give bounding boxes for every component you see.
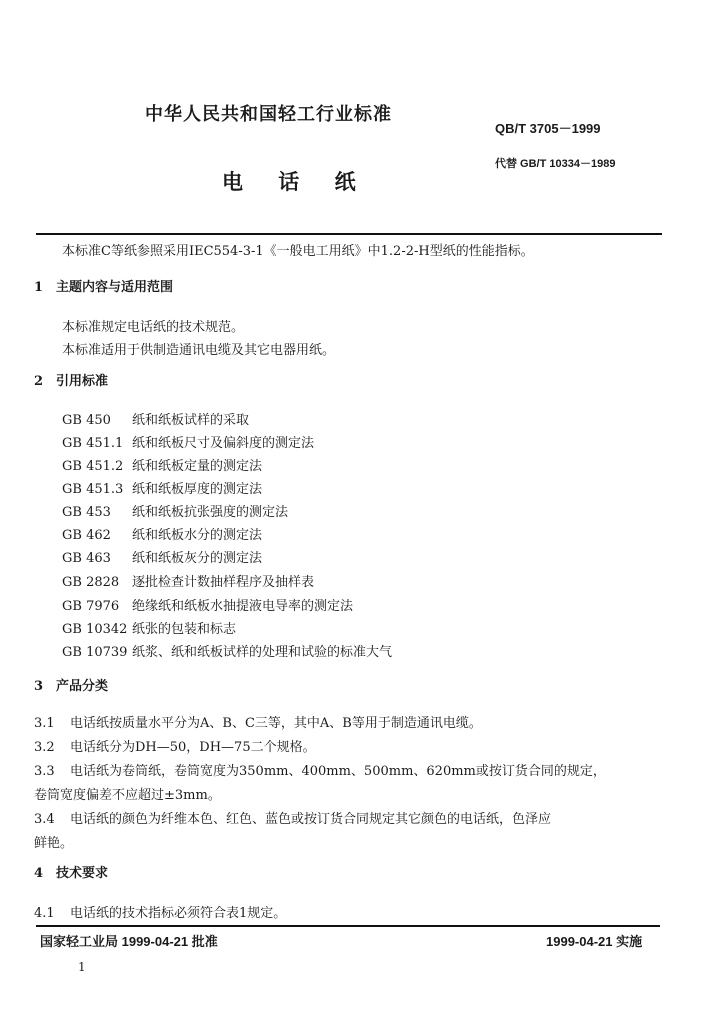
reference-code: GB 10342: [62, 622, 128, 637]
clause-text: 电话纸的颜色为纤维本色、红色、蓝色或按订货合同规定其它颜色的电话纸，色泽应: [70, 812, 552, 827]
implementation-date: 1999-04-21 实施: [546, 934, 643, 949]
section-1-heading: 1 主题内容与适用范围: [34, 280, 174, 295]
clause-item: [34, 712, 482, 731]
section-1-line: 本标准适用于供制造通讯电缆及其它电器用纸。: [62, 343, 336, 358]
clause-item: [34, 736, 316, 755]
reference-item: [62, 547, 262, 566]
issuing-org: 中华人民共和国轻工行业标准: [145, 104, 392, 125]
document-title: 电 话 纸: [222, 170, 370, 194]
clause-number: 3.3: [34, 764, 55, 779]
reference-code: GB 450: [62, 413, 111, 428]
clause-item: [34, 808, 551, 827]
reference-code: GB 7976: [62, 599, 120, 614]
reference-code: GB 451.2: [62, 459, 124, 474]
reference-code: GB 451.1: [62, 436, 124, 451]
reference-title: 纸和纸板灰分的测定法: [132, 551, 263, 566]
reference-item: [62, 618, 236, 637]
reference-title: 纸和纸板定量的测定法: [132, 459, 263, 474]
reference-code: GB 453: [62, 505, 111, 520]
clause-number: 3.4: [34, 812, 55, 827]
section-3-heading: 3 产品分类: [34, 679, 109, 694]
reference-code: GB 10739: [62, 645, 128, 660]
section-4-heading: 4 技术要求: [34, 866, 109, 881]
approval-line: 国家轻工业局 1999-04-21 批准: [40, 934, 218, 949]
clause-item: [34, 902, 286, 921]
standard-code: QB/T 3705－1999: [495, 121, 601, 136]
section-1-line: 本标准规定电话纸的技术规范。: [62, 320, 245, 335]
reference-item: [62, 455, 262, 474]
reference-item: [62, 571, 314, 590]
section-2-heading: 2 引用标准: [34, 374, 109, 389]
reference-code: GB 462: [62, 528, 111, 543]
reference-title: 逐批检查计数抽样程序及抽样表: [132, 575, 315, 590]
clause-text: 电话纸为卷筒纸，卷筒宽度为350mm、400mm、500mm、620mm或按订货合同的规定，: [70, 764, 606, 779]
reference-title: 纸和纸板尺寸及偏斜度的测定法: [132, 436, 315, 451]
reference-code: GB 463: [62, 551, 111, 566]
footer-rule: [36, 925, 660, 927]
reference-item: [62, 478, 262, 497]
reference-title: 纸和纸板抗张强度的测定法: [132, 505, 289, 520]
replaces-standard: 代替 GB/T 10334－1989: [495, 158, 616, 170]
clause-item: [34, 760, 606, 779]
clause-continuation: 鲜艳。: [34, 836, 74, 851]
reference-code: GB 451.3: [62, 482, 124, 497]
page-number: 1: [78, 960, 86, 974]
clause-continuation: 卷筒宽度偏差不应超过±3mm。: [34, 788, 221, 803]
clause-text: 电话纸按质量水平分为A、B、C三等，其中A、B等用于制造通讯电缆。: [70, 716, 482, 731]
reference-code: GB 2828: [62, 575, 120, 590]
reference-title: 纸和纸板厚度的测定法: [132, 482, 263, 497]
reference-title: 纸浆、纸和纸板试样的处理和试验的标准大气: [132, 645, 393, 660]
reference-item: [62, 409, 249, 428]
reference-item: [62, 501, 288, 520]
intro-paragraph: 本标准C等纸参照采用IEC554-3-1《一般电工用纸》中1.2-2-H型纸的性能指标。: [62, 244, 534, 259]
clause-number: 4.1: [34, 906, 55, 921]
reference-item: [62, 641, 392, 660]
clause-text: 电话纸的技术指标必须符合表1规定。: [70, 906, 287, 921]
clause-number: 3.2: [34, 740, 55, 755]
reference-title: 纸和纸板水分的测定法: [132, 528, 263, 543]
reference-item: [62, 432, 314, 451]
reference-title: 绝缘纸和纸板水抽提液电导率的测定法: [132, 599, 354, 614]
reference-item: [62, 595, 353, 614]
header-rule: [36, 233, 662, 235]
reference-item: [62, 524, 262, 543]
reference-title: 纸张的包装和标志: [132, 622, 237, 637]
clause-number: 3.1: [34, 716, 55, 731]
reference-title: 纸和纸板试样的采取: [132, 413, 250, 428]
clause-text: 电话纸分为DH—50，DH—75二个规格。: [70, 740, 316, 755]
